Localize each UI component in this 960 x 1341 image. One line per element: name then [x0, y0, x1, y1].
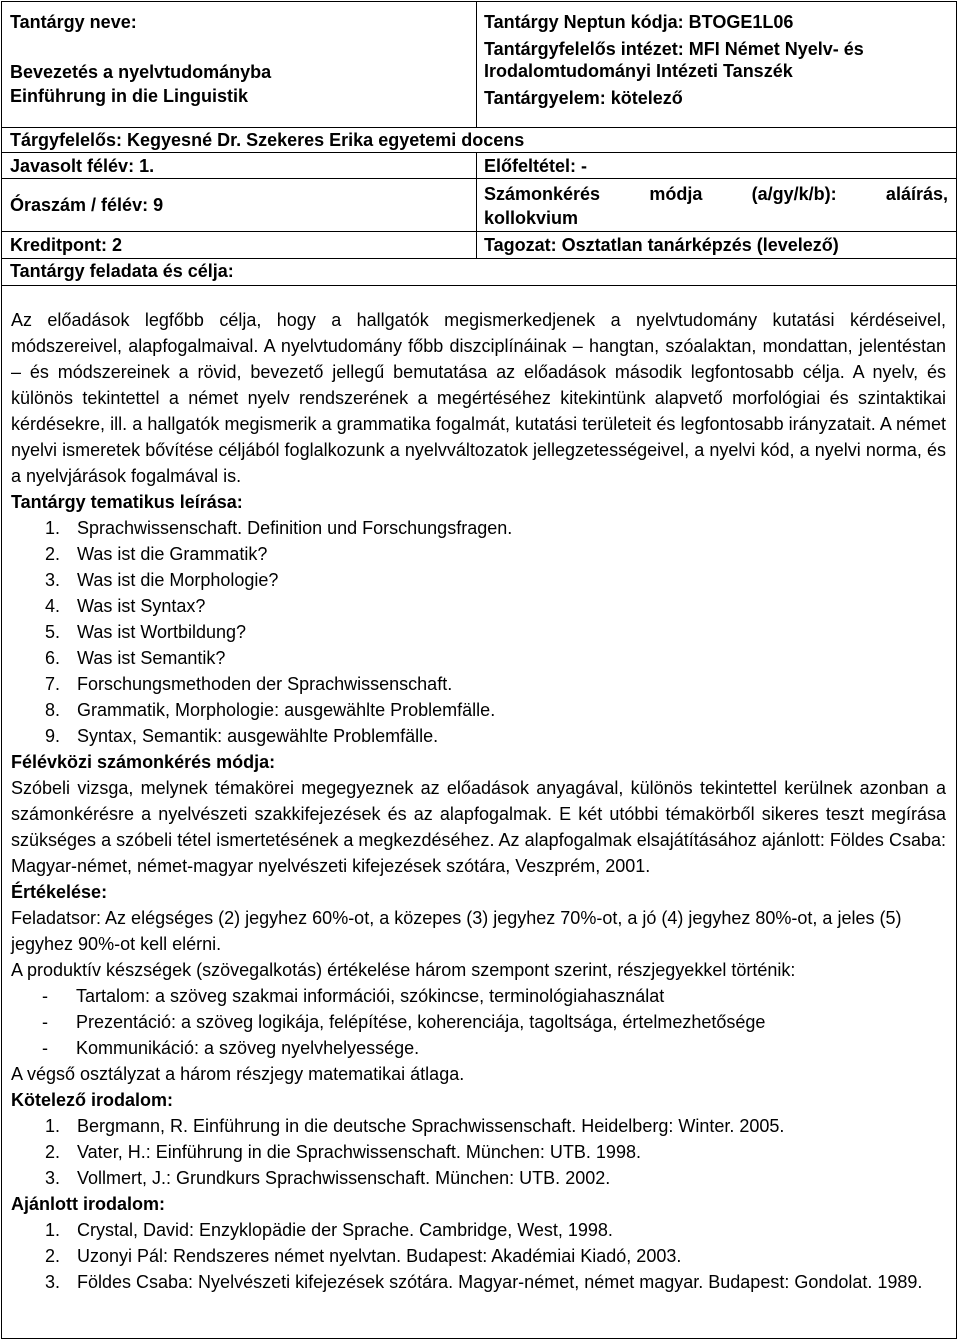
list-item: 3. Was ist die Morphologie? [45, 570, 279, 590]
list-item: - Tartalom: a szöveg szakmai információi, szókincse, terminológiahasználat [11, 983, 946, 1009]
list-item: 1. Crystal, David: Enzyklopädie der Sprache. Cambridge, West, 1998. [45, 1220, 613, 1240]
subject-name-label: Tantárgy neve: [10, 12, 137, 32]
list-item: 9. Syntax, Semantik: ausgewählte Problemfälle. [45, 726, 439, 746]
recommended-reading-list [11, 1217, 946, 1295]
exam-type-line2: kollokvium [484, 208, 579, 228]
exam-type-cell [476, 182, 956, 230]
midterm-heading: Félévközi számonkérés módja: [11, 752, 276, 772]
recommended-semester: Javasolt félév: 1. [10, 156, 155, 176]
list-item: 3. Vollmert, J.: Grundkurs Sprachwissenschaft. München: UTB. 2002. [45, 1168, 611, 1188]
recommended-reading-heading: Ajánlott irodalom: [11, 1194, 165, 1214]
goal-text: Az előadások legfőbb célja, hogy a hallgatók megismerkedjenek a nyelvtudomány kutatási kérdéseivel, módszereivel, alapfogalmaival. A nyelvtudomány főbb diszciplínáinak – hangtan, szóalaktan, mondattan, jelentéstan – és módszereinek a rövid, bevezető jellegű bemutatása az előadások második legfontosabb célja. A nyelv, és különös tekintettel a német nyelv rendszerének a megértéséhez kitekintünk alapvető morfológiai és szintaktikai kérdésekre, ill. a hallgatók megismerik a grammatika fogalmát, kutatási területeit és legfontosabb irányzatait. A német nyelvi ismeretek bővítése céljából foglalkozunk a nyelvváltozatok jellegzetességeivel, a nyelvi kód, a nyelvi norma, és a nyelvjárások fogalmával is. [11, 310, 946, 486]
list-item: 6. Was ist Semantik? [45, 648, 226, 668]
neptun-code: Tantárgy Neptun kódja: BTOGE1L06 [484, 12, 794, 32]
list-item: - Kommunikáció: a szöveg nyelvhelyessége. [11, 1035, 946, 1061]
topics-heading: Tantárgy tematikus leírása: [11, 492, 243, 512]
institute-line2: Irodalomtudományi Intézeti Tanszék [484, 61, 793, 81]
required-reading-list [11, 1113, 946, 1191]
evaluation-criteria-intro: A produktív készségek (szövegalkotás) értékelése három szempont szerint, részjegyekkel történik: [11, 960, 796, 980]
header-rule [2, 285, 956, 286]
task-label: Tantárgy feladata és célja: [10, 261, 234, 281]
required-reading-heading: Kötelező irodalom: [11, 1090, 174, 1110]
credit-points: Kreditpont: 2 [10, 235, 122, 255]
subject-info-cell [476, 10, 956, 110]
syllabus-body [2, 307, 956, 1295]
list-item: 4. Was ist Syntax? [45, 596, 206, 616]
list-item: 2. Vater, H.: Einführung in die Sprachwissenschaft. München: UTB. 1998. [45, 1142, 641, 1162]
syllabus-sheet [1, 1, 957, 1339]
topics-list [11, 515, 946, 749]
subject-name-hu: Bevezetés a nyelvtudományba [10, 62, 272, 82]
evaluation-text: Feladatsor: Az elégséges (2) jegyhez 60%-ot, a közepes (3) jegyhez 70%-ot, a jó (4) jegyhez 80%-ot, a jeles (5) jegyhez 90%-ot kell elérni. [11, 908, 902, 954]
list-item: 1. Bergmann, R. Einführung in die deutsche Sprachwissenschaft. Heidelberg: Winter. 2005. [45, 1116, 785, 1136]
exam-type-line1: Számonkérés módja (a/gy/k/b): aláírás, [484, 184, 948, 204]
header-rule [2, 231, 956, 232]
header-rule [2, 152, 956, 153]
hours-per-semester: Óraszám / félév: 9 [10, 195, 164, 215]
evaluation-heading: Értékelése: [11, 882, 108, 902]
subject-element: Tantárgyelem: kötelező [484, 88, 683, 108]
list-item: - Prezentáció: a szöveg logikája, felépítése, koherenciája, tagoltsága, értelmezhetősége [11, 1009, 946, 1035]
responsible-person: Tárgyfelelős: Kegyesné Dr. Szekeres Erika egyetemi docens [10, 130, 525, 150]
list-item: 2. Was ist die Grammatik? [45, 544, 268, 564]
institute-line1: Tantárgyfelelős intézet: MFI Német Nyelv- és [484, 39, 864, 59]
header-rule [2, 178, 956, 179]
prerequisite: Előfeltétel: - [484, 156, 588, 176]
list-item: 2. Uzonyi Pál: Rendszeres német nyelvtan. Budapest: Akadémiai Kiadó, 2003. [45, 1246, 682, 1266]
list-item: 5. Was ist Wortbildung? [45, 622, 247, 642]
list-item: 1. Sprachwissenschaft. Definition und Forschungsfragen. [45, 518, 513, 538]
list-item: 7. Forschungsmethoden der Sprachwissenschaft. [45, 674, 453, 694]
list-item: 3. Földes Csaba: Nyelvészeti kifejezések szótára. Magyar-német, német magyar. Budapest: Gondolat. 1989. [45, 1272, 923, 1292]
midterm-text: Szóbeli vizsga, melynek témakörei megegyeznek az előadások anyagával, különös tekintettel kerülnek azonban a számonkérésre a nyelvészeti szakkifejezések és az alapfogalmak. E két utóbbi témakörből sikeres teszt megírása szükséges a szóbeli tétel ismertetésének a megkezdéséhez. Az alapfogalmak elsajátításához ajánlott: Földes Csaba: Magyar-német, német-magyar nyelvészeti kifejezések szótára, Veszprém, 2001. [11, 778, 946, 876]
subject-name-cell [2, 10, 476, 108]
final-grade-text: A végső osztályzat a három részjegy matematikai átlaga. [11, 1064, 465, 1084]
study-mode: Tagozat: Osztatlan tanárképzés (levelező) [484, 235, 839, 255]
list-item: 8. Grammatik, Morphologie: ausgewählte Problemfälle. [45, 700, 496, 720]
evaluation-criteria-list [11, 983, 946, 1061]
subject-name-de: Einführung in die Linguistik [10, 86, 248, 106]
